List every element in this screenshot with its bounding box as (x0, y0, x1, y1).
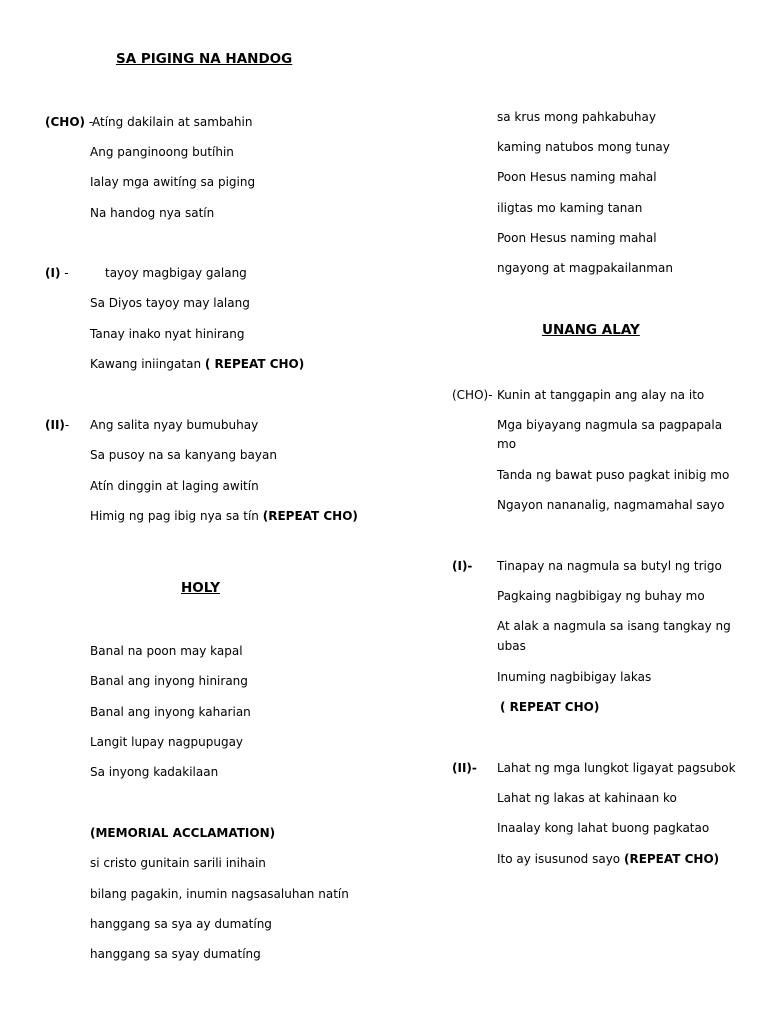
lyric-line: hanggang sa sya ay dumatíng (90, 917, 272, 931)
verse2-tag: (II) (45, 418, 65, 432)
verse1-label: (I)- (452, 559, 473, 573)
chorus-tag: (CHO) (45, 115, 86, 129)
lyric-line: Tanda ng bawat puso pagkat inibig mo (497, 468, 730, 482)
verse2-label: (II)- (452, 761, 477, 775)
repeat-cho-label: (REPEAT CHO) (262, 509, 358, 523)
lyric-line: Poon Hesus naming mahal (497, 170, 657, 184)
verse1-label (45, 266, 69, 281)
lyric-line: ngayong at magpakailanman (497, 261, 673, 275)
lyric-line: Tinapay na nagmula sa butyl ng trigo (497, 559, 722, 573)
title-unang-alay: UNANG ALAY (542, 322, 640, 338)
lyric-line: Mga biyayang nagmula sa pagpapala (497, 418, 723, 432)
lyric-text: Kawang iniingatan (90, 357, 205, 371)
lyric-line: ubas (497, 639, 526, 653)
repeat-cho-label: (REPEAT CHO) (623, 852, 720, 866)
lyric-line: tayoy magbigay galang (105, 266, 247, 280)
lyric-line: Lahat ng lakas at kahinaan ko (497, 791, 677, 805)
lyric-line: Pagkaing nagbibigay ng buhay mo (497, 589, 705, 603)
lyric-line: Banal ang inyong kaharian (90, 705, 251, 719)
lyric-line: Ang panginoong butíhin (90, 145, 234, 159)
lyric-line: sa krus mong pahkabuhay (497, 110, 656, 124)
lyric-line: Na handog nya satín (90, 206, 215, 220)
lyric-line: Atín dinggin at laging awitín (90, 479, 259, 493)
title-holy: HOLY (181, 580, 221, 596)
lyric-line: Poon Hesus naming mahal (497, 231, 657, 245)
lyric-text: Ito ay isusunod sayo (497, 852, 624, 866)
lyric-line: Sa Diyos tayoy may lalang (90, 296, 250, 310)
lyric-line: Sa pusoy na sa kanyang bayan (90, 448, 277, 462)
lyric-line: hanggang sa syay dumatíng (90, 947, 261, 961)
lyric-line: Tanay inako nyat hinirang (90, 327, 245, 341)
verse2-label (45, 418, 69, 433)
repeat-cho-label: ( REPEAT CHO) (500, 700, 600, 714)
verse2-dash: - (64, 418, 70, 432)
chorus-label: (CHO)- (452, 388, 493, 402)
lyric-line: Atíng dakilain at sambahin (92, 115, 253, 129)
lyric-line: iligtas mo kaming tanan (497, 201, 643, 215)
lyric-text: Himig ng pag ibig nya sa tín (90, 509, 263, 523)
verse1-tag: (I) (45, 266, 61, 280)
lyric-line: mo (497, 437, 517, 451)
lyric-line: Kunin at tanggapin ang alay na ito (497, 388, 705, 402)
lyric-line: Ang salita nyay bumubuhay (90, 418, 259, 432)
lyric-line: Ngayon nananalig, nagmamahal sayo (497, 498, 725, 512)
lyric-line: kaming natubos mong tunay (497, 140, 670, 154)
lyric-line-with-repeat (90, 509, 358, 524)
lyric-line: Inaalay kong lahat buong pagkatao (497, 821, 710, 835)
lyric-line: Inuming nagbibigay lakas (497, 670, 652, 684)
lyric-line: Banal na poon may kapal (90, 644, 243, 658)
lyric-line: si cristo gunitain sarili inihain (90, 856, 266, 870)
lyric-line-with-repeat (90, 357, 304, 372)
verse1-dash: - (60, 266, 69, 280)
lyric-line-with-repeat (497, 852, 719, 867)
repeat-cho-label: ( REPEAT CHO) (204, 357, 305, 371)
lyric-line: At alak a nagmula sa isang tangkay ng (497, 619, 731, 633)
title-sa-piging-na-handog: SA PIGING NA HANDOG (116, 51, 293, 67)
chorus-dash: - (85, 115, 94, 129)
lyric-line: Sa inyong kadakilaan (90, 765, 219, 779)
memorial-acclamation-heading: (MEMORIAL ACCLAMATION) (90, 826, 276, 840)
lyric-line: bilang pagakin, inumin nagsasaluhan natín (90, 887, 349, 901)
chorus-label (45, 115, 93, 130)
lyric-line: Langit lupay nagpupugay (90, 735, 244, 749)
lyric-line: Lahat ng mga lungkot ligayat pagsubok (497, 761, 736, 775)
lyric-line: Banal ang inyong hinirang (90, 674, 248, 688)
lyric-line: Ialay mga awitíng sa piging (90, 175, 256, 189)
